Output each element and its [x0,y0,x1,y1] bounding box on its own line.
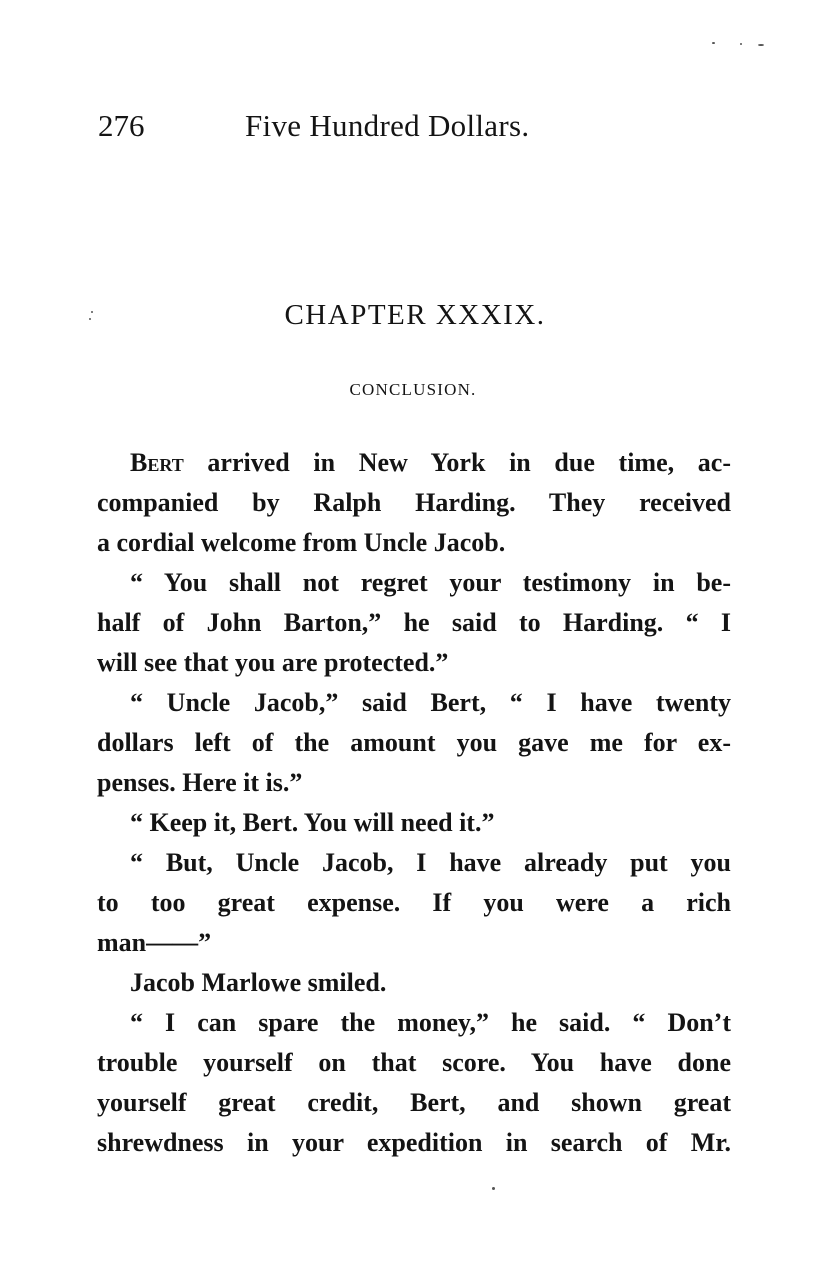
text-line: Bert arrived in New York in due time, ac- [130,448,731,477]
text-line: “ Uncle Jacob,” said Bert, “ I have twenty [130,688,731,717]
text-line: dollars left of the amount you gave me for ex- [97,728,731,757]
body-text [97,443,731,1163]
text-line: penses. Here it is.” [97,768,303,797]
chapter-subtitle: CONCLUSION. [349,380,477,399]
text-line: trouble yourself on that score. You have done [97,1048,731,1077]
page-number: 276 [98,108,145,143]
text-line: “ Keep it, Bert. You will need it.” [130,808,495,837]
text-line: Jacob Marlowe smiled. [130,968,387,997]
scan-speck [89,318,91,320]
chapter-heading: CHAPTER XXXIX. [284,299,546,331]
scan-speck [740,43,742,45]
drop-word: Bert [130,448,184,477]
scan-speck [492,1187,495,1190]
text-line: “ I can spare the money,” he said. “ Don’t [130,1008,731,1037]
text-line: yourself great credit, Bert, and shown great [97,1088,731,1117]
text-line: companied by Ralph Harding. They received [97,488,731,517]
text-line: shrewdness in your expedition in search of Mr. [97,1128,731,1157]
text-line: “ But, Uncle Jacob, I have already put you [130,848,731,877]
text-line: half of John Barton,” he said to Harding. “ I [97,608,731,637]
text-line: to too great expense. If you were a rich [97,888,731,917]
text-line: “ You shall not regret your testimony in be- [130,568,731,597]
running-head [98,106,738,146]
running-title: Five Hundred Dollars. [245,108,530,143]
text-line: a cordial welcome from Uncle Jacob. [97,528,506,557]
scan-speck [91,311,93,313]
text-line: man——” [97,928,212,957]
text-line: will see that you are protected.” [97,648,449,677]
scan-speck [758,44,764,46]
scan-speck [712,42,715,44]
